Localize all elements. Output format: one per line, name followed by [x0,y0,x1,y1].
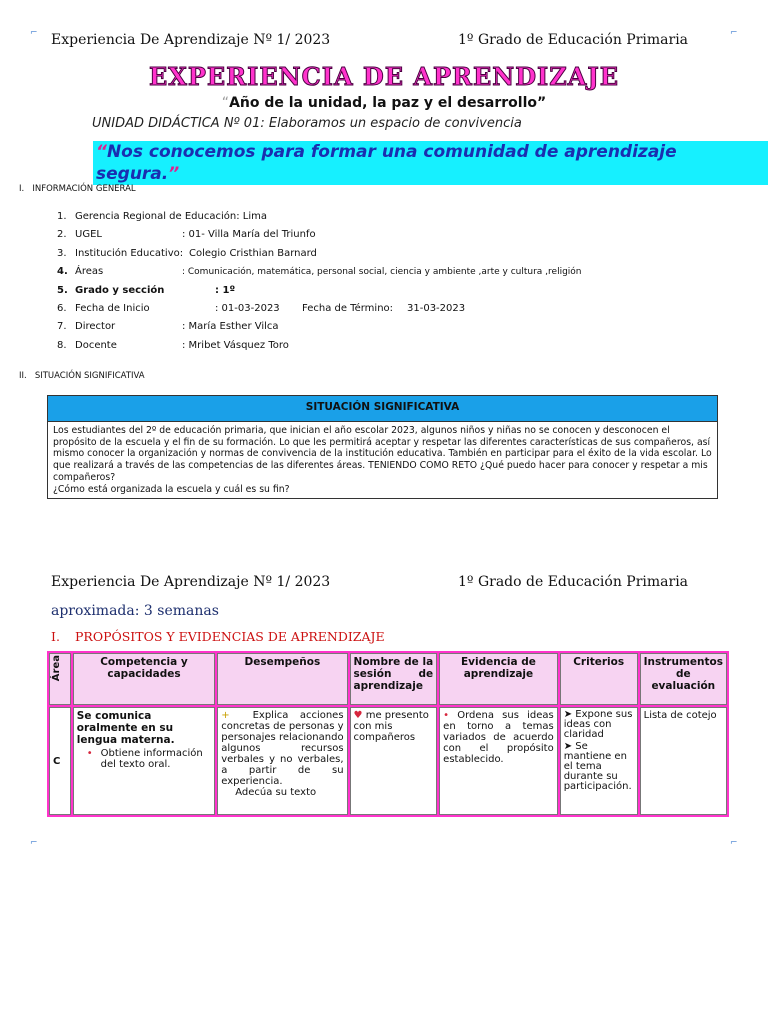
info-label: Fecha de Inicio [75,302,150,314]
situacion-heading: SITUACIÓN SIGNIFICATIVA [48,396,717,422]
plus-icon: + [221,710,230,721]
motto-open-quote: “ [221,95,230,111]
cell-criterios [560,707,638,815]
section-title: SITUACIÓN SIGNIFICATIVA [34,371,145,381]
sesion-text: me presento con mis compañeros [353,710,429,743]
info-label: Institución Educativo: [75,247,184,259]
heart-bullet-icon: ♥ [353,710,363,721]
section-number: I. [51,629,60,644]
situacion-box [47,395,718,499]
th-desempenos: Desempeños [217,653,347,705]
info-number: 4. [57,266,68,278]
corner-mark-bottom-left: ⌐ [30,838,38,848]
section-situacion-heading [19,371,145,381]
info-value: : 1º [215,284,236,296]
info-value: : 01- Villa María del Triunfo [182,229,316,241]
propositos-table [47,651,729,817]
cell-instrumento: Lista de cotejo [640,707,727,815]
th-area [49,653,71,705]
document-title: EXPERIENCIA DE APRENDIZAJE [148,62,620,91]
info-value: : 01-03-2023 [215,302,280,314]
situacion-question: ¿Cómo está organizada la escuela y cuál es su fin? [53,483,290,495]
table-row [49,707,727,815]
info-value: : María Esther Vilca [182,321,279,333]
th-instrumentos: Instrumentos de evaluación [640,653,727,705]
corner-mark-top-right: ⌐ [730,28,738,38]
desempeno-1-text: Explica acciones concretas de personas y personajes relacionando algunos recursos verbales y no verbales, a partir de su experiencia. [221,710,344,787]
info-label: Director [75,321,116,333]
header-left-page2: Experiencia De Aprendizaje Nº 1/ 2023 [51,574,331,590]
info-label: Gerencia Regional de Educación: Lima [75,211,267,222]
info-value: Colegio Cristhian Barnard [189,247,317,259]
table-header-row [49,653,727,705]
evidencia-text: Ordena sus ideas en torno a temas variados de acuerdo con el propósito establecido. [443,710,554,765]
info-number: 5. [57,284,68,296]
header-left: Experiencia De Aprendizaje Nº 1/ 2023 [51,32,331,48]
info-extra-value: 31-03-2023 [407,302,466,314]
capacidad-text: Obtiene información del texto oral. [100,748,203,770]
competencia-text: Se comunica oralmente en su lengua materna. [76,710,175,746]
section-number: II. [19,371,27,381]
title-banner [93,141,768,185]
header-right-page2: 1º Grado de Educación Primaria [458,574,689,590]
corner-mark-top-left: ⌐ [30,28,38,38]
info-value: : Comunicación, matemática, personal social, ciencia y ambiente ,arte y cultura ,religión [182,267,582,278]
th-evidencia: Evidencia de aprendizaje [439,653,558,705]
section-number: I. [19,184,25,194]
info-number: 2. [57,229,67,241]
info-number: 1. [57,211,67,222]
info-number: 7. [57,321,67,333]
situacion-text [48,422,717,498]
criterio-1 [564,710,634,740]
info-number: 6. [57,302,67,314]
th-sesion: Nombre de la sesión de aprendizaje [350,653,438,705]
corner-mark-bottom-right: ⌐ [730,838,738,848]
th-competencia: Competencia y capacidades [73,653,215,705]
info-value: : Mribet Vásquez Toro [182,339,289,351]
cell-desempenos [217,707,347,815]
criterio-1-text: Expone sus ideas con claridad [563,709,633,740]
info-number: 3. [57,247,67,259]
cell-area: C [49,707,71,815]
th-area-label: Área [51,655,62,682]
situacion-paragraph: Los estudiantes del 2º de educación primaria, que inician el año escolar 2023, algunos niños y niñas no se conocen y desconocen el propósito de la escuela y el fin de su formación. Lo que les permitirá aceptar y respetar las diferentes características de sus compañeros, así mismo conocer la organización y normas de convivencia de la institución educativa. También en participar para el éxito de la vida escolar. Lo que realizará a través de las competencias de las diferentes áreas. TENIENDO COMO RETO ¿Qué puedo hacer para conocer y respetar a mis compañeros? [53,425,712,483]
banner-text: Nos conocemos para formar una comunidad de aprendizaje segura. [96,142,677,184]
banner-lead-quote: “ [96,142,107,162]
banner-tail-quote: ” [168,164,180,184]
info-label: UGEL [75,229,102,241]
th-criterios: Criterios [560,653,638,705]
desempeno-2: Adecúa su texto [235,787,317,798]
duracion: aproximada: 3 semanas [51,603,219,619]
info-label: Áreas [75,266,104,278]
cell-competencia [73,707,215,815]
motto [0,95,768,111]
bullet-icon: • [86,748,93,759]
unidad-didactica: UNIDAD DIDÁCTICA Nº 01: Elaboramos un espacio de convivencia [92,116,522,131]
section-propositos-heading [51,629,385,644]
section-info-heading [19,184,136,194]
cell-sesion [350,707,438,815]
desempeno-1 [221,710,343,787]
arrow-bullet-icon: ➤ [563,741,573,752]
info-label: Grado y sección [75,284,165,296]
info-number: 8. [57,339,67,351]
section-title: INFORMACIÓN GENERAL [32,184,136,194]
info-label: Docente [75,339,117,351]
arrow-bullet-icon: ➤ [563,709,573,720]
motto-text: Año de la unidad, la paz y el desarrollo” [229,95,547,111]
capacidad-item [77,748,211,770]
cell-evidencia [439,707,558,815]
criterio-2-text: Se mantiene en el tema durante su participación. [563,741,632,792]
bullet-icon: • [443,710,450,721]
header-right: 1º Grado de Educación Primaria [458,32,689,48]
section-title: PROPÓSITOS Y EVIDENCIAS DE APRENDIZAJE [75,629,385,644]
info-extra-label: Fecha de Término: [302,302,394,314]
criterio-2 [564,742,634,792]
